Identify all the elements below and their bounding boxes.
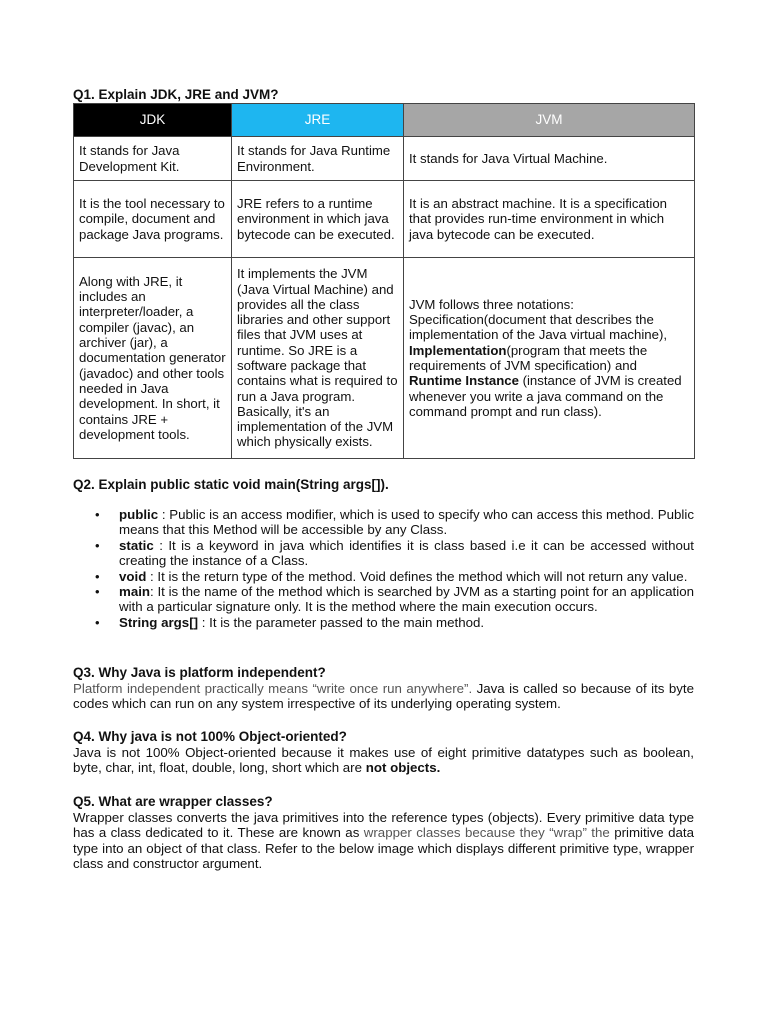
bullet-icon: •	[95, 537, 100, 553]
q5-text-3: primitive data type into an object of that class. Refer to the below image which displays different primitive type, wrapper class and constructor argument.	[73, 825, 694, 872]
cell-jre-2: JRE refers to a runtime environment in which java bytecode can be executed.	[232, 181, 404, 258]
cell-jdk-3: Along with JRE, it includes an interpreter/loader, a compiler (javac), an archiver (jar), a documentation generator (javadoc) and other tools needed in Java development. In short, it contains JRE + development tools.	[74, 258, 232, 459]
q4-bold-text: not objects.	[365, 760, 441, 776]
main-method-list	[73, 507, 694, 630]
desc-void: : It is the return type of the method. Void defines the method which will not return any value.	[146, 568, 688, 584]
q4-text: Java is not 100% Object-oriented because it makes use of eight primitive datatypes such as boolean, byte, char, int, float, double, long, short which are	[73, 745, 694, 776]
list-item	[73, 615, 694, 630]
term-void: void	[119, 568, 147, 584]
cell-jdk-2: It is the tool necessary to compile, document and package Java programs.	[74, 181, 232, 258]
bullet-icon: •	[95, 584, 100, 600]
table-row	[74, 258, 695, 459]
jvm-runtime-instance-term: Runtime Instance	[409, 373, 519, 389]
term-static: static	[119, 537, 154, 553]
q5-title: Q5. What are wrapper classes?	[73, 794, 273, 809]
term-main: main	[119, 584, 151, 600]
bullet-icon: •	[95, 568, 100, 584]
jdk-jre-jvm-table	[73, 103, 695, 459]
desc-public: : Public is an access modifier, which is used to specify who can access this method. Public means that this Method will be accessible by any Class.	[119, 507, 694, 538]
q1-title: Q1. Explain JDK, JRE and JVM?	[73, 87, 279, 102]
table-row	[74, 137, 695, 181]
q4-answer	[73, 745, 694, 776]
desc-static: : It is a keyword in java which identifies it is class based i.e it can be accessed without creating the instance of a Class.	[119, 537, 694, 569]
cell-jdk-1: It stands for Java Development Kit.	[74, 137, 232, 181]
q5-answer	[73, 810, 694, 872]
header-jvm: JVM	[404, 104, 695, 137]
header-jre: JRE	[232, 104, 404, 137]
q3-lead-text: Platform independent practically means “write once run anywhere”.	[73, 681, 473, 696]
header-jdk: JDK	[74, 104, 232, 137]
table-header-row	[74, 104, 695, 137]
q5-text-2: wrapper classes because they “wrap” the	[363, 825, 610, 841]
list-item	[73, 538, 694, 569]
q3-rest-text: Java is called so because of its byte codes which can run on any system irrespective of its underlying operating system.	[73, 681, 694, 712]
cell-jre-3: It implements the JVM (Java Virtual Machine) and provides all the class libraries and other support files that JVM uses at runtime. So JRE is a software package that contains what is required to run a Java program. Basically, it's an implementation of the JVM which physically exists.	[232, 258, 404, 459]
bullet-icon: •	[95, 614, 100, 630]
q3-title: Q3. Why Java is platform independent?	[73, 665, 326, 680]
desc-main: : It is the name of the method which is searched by JVM as a starting point for an application with a particular signature only. It is the method where the main execution occurs.	[119, 584, 694, 615]
desc-string-args: : It is the parameter passed to the main method.	[198, 614, 485, 630]
term-string-args: String args[]	[119, 614, 199, 630]
cell-jvm-1: It stands for Java Virtual Machine.	[404, 137, 695, 181]
jvm-notations-text-1: JVM follows three notations: Specification(document that describes the implementation of the Java virtual machine),	[409, 296, 668, 343]
jvm-notations-text-3: (instance of JVM is created whenever you write a java command on the command prompt and run class).	[409, 373, 682, 419]
bullet-icon: •	[95, 507, 100, 522]
q3-answer	[73, 681, 694, 712]
cell-jvm-3	[404, 258, 695, 459]
cell-jre-1: It stands for Java Runtime Environment.	[232, 137, 404, 181]
list-item	[73, 569, 694, 584]
q5-text-1: Wrapper classes converts the java primitives into the reference types (objects). Every primitive data type has a class dedicated to it. These are known as	[73, 810, 694, 841]
q2-title: Q2. Explain public static void main(String args[]).	[73, 477, 389, 492]
list-item	[73, 584, 694, 615]
term-public: public	[119, 507, 159, 522]
table-row	[74, 181, 695, 258]
jvm-implementation-term: Implementation	[409, 342, 507, 358]
list-item	[73, 507, 694, 538]
jvm-notations-text-2: (program that meets the requirements of JVM specification) and	[409, 342, 648, 373]
q4-title: Q4. Why java is not 100% Object-oriented?	[73, 729, 347, 744]
cell-jvm-2: It is an abstract machine. It is a specification that provides run-time environment in which java bytecode can be executed.	[404, 181, 695, 258]
